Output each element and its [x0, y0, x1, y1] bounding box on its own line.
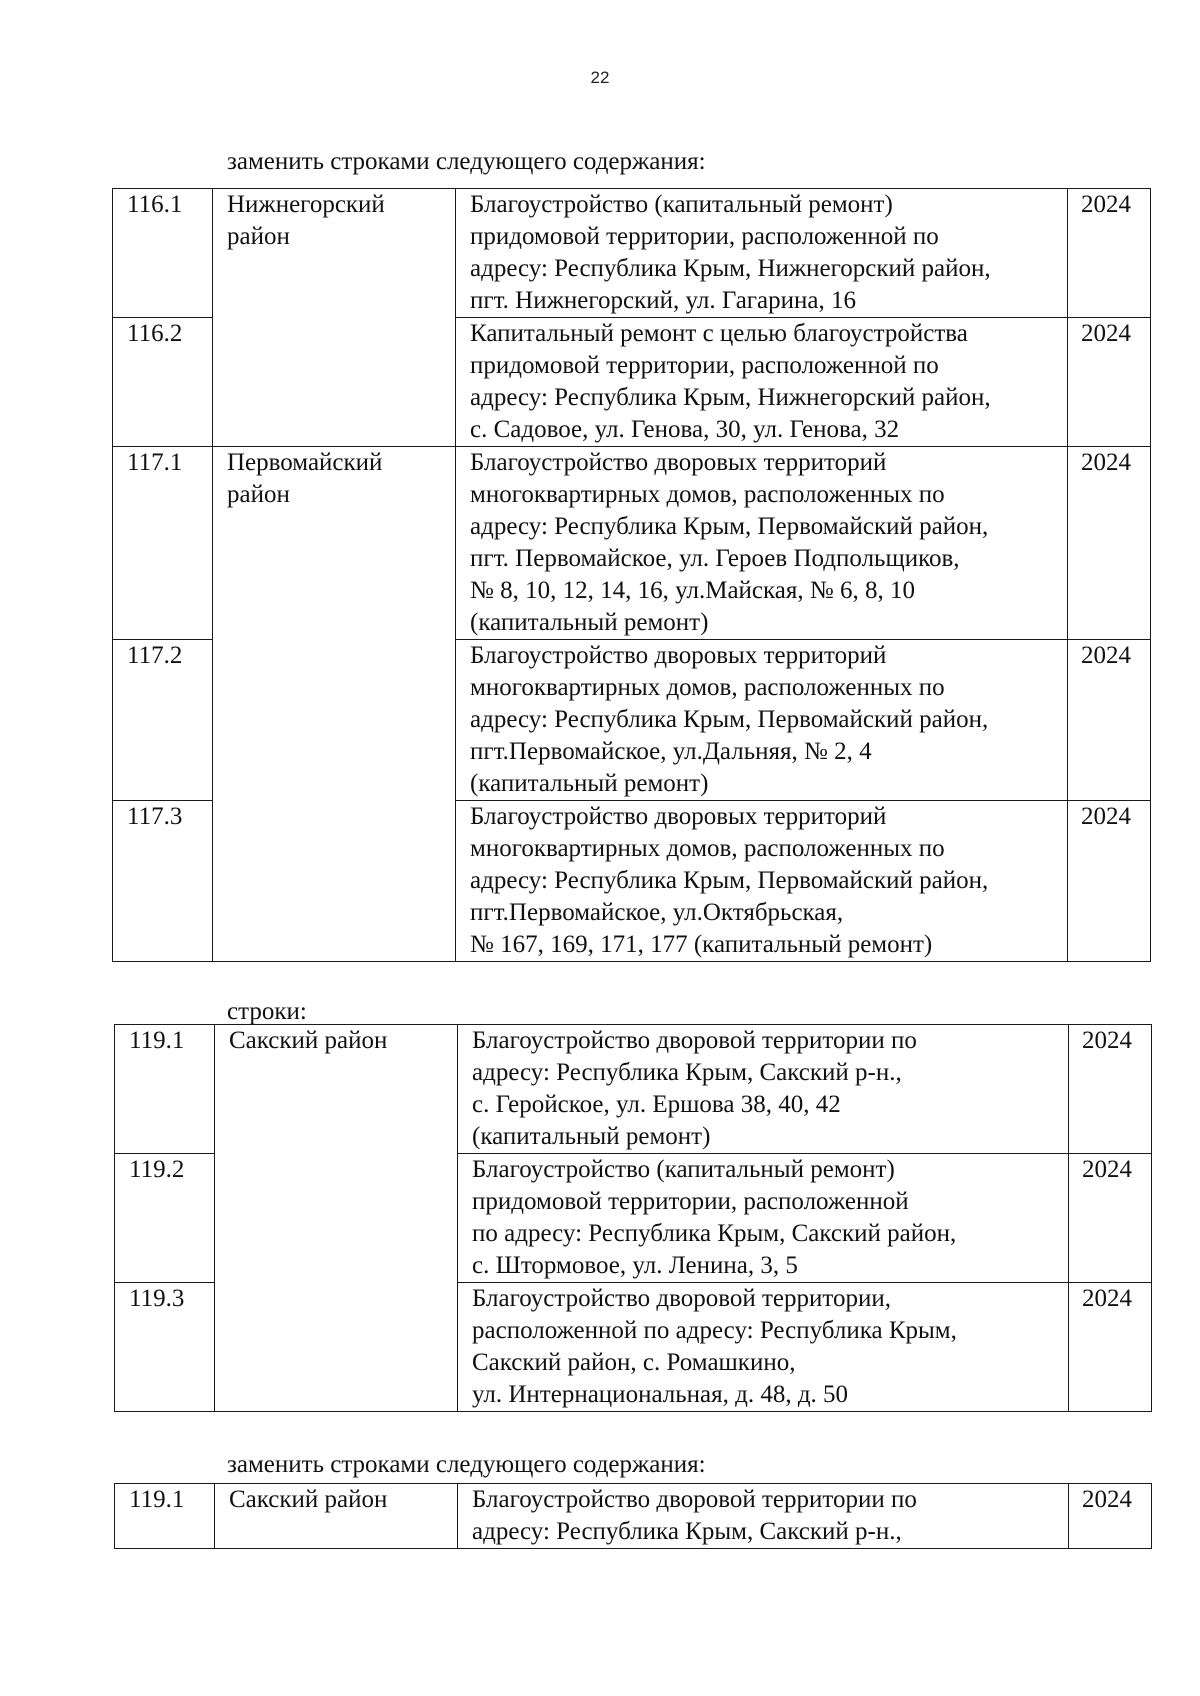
description-cell [456, 640, 1068, 801]
section-1-table [112, 188, 1151, 962]
description-cell [458, 1484, 1069, 1549]
description-line: пгт. Нижнегорский, ул. Гагарина, 16 [470, 287, 856, 314]
description-line: по адресу: Республика Крым, Сакский район, [472, 1220, 957, 1247]
description-line: многоквартирных домов, расположенных по [470, 481, 945, 508]
section-3-table [114, 1483, 1152, 1549]
year-cell: 2024 [1069, 1484, 1152, 1549]
description-cell [456, 318, 1068, 447]
district-line: Нижнегорский [227, 191, 385, 218]
description-cell [458, 1283, 1069, 1412]
year-cell: 2024 [1068, 801, 1151, 962]
row-number: 117.3 [113, 801, 213, 962]
district-cell [213, 447, 456, 640]
district-cell [215, 1154, 458, 1283]
description-line: адресу: Республика Крым, Нижнегорский район, [470, 255, 991, 282]
table-row [113, 189, 1151, 318]
description-line: адресу: Республика Крым, Сакский р-н., [472, 1059, 902, 1086]
description-cell [458, 1025, 1069, 1154]
description-line: Благоустройство дворовых территорий [470, 803, 887, 830]
description-line: (капитальный ремонт) [470, 609, 709, 636]
table-row [113, 318, 1151, 447]
description-line: № 167, 169, 171, 177 (капитальный ремонт) [470, 931, 933, 958]
description-line: Благоустройство дворовой территории, [472, 1285, 892, 1312]
district-line: Первомайский [227, 449, 383, 476]
district-cell [215, 1484, 458, 1549]
description-line: придомовой территории, расположенной по [470, 223, 939, 250]
description-line: пгт.Первомайское, ул.Октябрьская, [470, 899, 844, 926]
table-row [113, 640, 1151, 801]
year-cell: 2024 [1068, 189, 1151, 318]
year-cell: 2024 [1068, 318, 1151, 447]
district-cell [215, 1283, 458, 1412]
description-line: Капитальный ремонт с целью благоустройства [470, 320, 968, 347]
section-1-caption: заменить строками следующего содержания: [227, 148, 706, 175]
description-line: пгт. Первомайское, ул. Героев Подпольщиков, [470, 545, 960, 572]
year-cell: 2024 [1068, 640, 1151, 801]
description-line: № 8, 10, 12, 14, 16, ул.Майская, № 6, 8, 10 [470, 577, 915, 604]
description-line: многоквартирных домов, расположенных по [470, 835, 945, 862]
description-line: (капитальный ремонт) [472, 1123, 711, 1150]
district-line: район [227, 481, 290, 508]
row-number: 119.2 [115, 1154, 215, 1283]
row-number: 117.2 [113, 640, 213, 801]
district-cell [213, 318, 456, 447]
year-cell: 2024 [1069, 1283, 1152, 1412]
description-line: пгт.Первомайское, ул.Дальняя, № 2, 4 [470, 738, 872, 765]
year-cell: 2024 [1068, 447, 1151, 640]
table-row [115, 1484, 1152, 1549]
year-cell: 2024 [1069, 1154, 1152, 1283]
description-line: адресу: Республика Крым, Первомайский район, [470, 867, 989, 894]
description-line: с. Садовое, ул. Генова, 30, ул. Генова, 32 [470, 416, 900, 443]
description-line: Сакский район, с. Ромашкино, [472, 1349, 796, 1376]
description-line: расположенной по адресу: Республика Крым, [472, 1317, 957, 1344]
description-line: адресу: Республика Крым, Первомайский район, [470, 706, 989, 733]
district-line: Сакский район [229, 1027, 388, 1054]
description-line: придомовой территории, расположенной [472, 1188, 909, 1215]
description-line: адресу: Республика Крым, Нижнегорский район, [470, 384, 991, 411]
section-3-caption: заменить строками следующего содержания: [227, 1451, 706, 1478]
description-line: (капитальный ремонт) [470, 770, 709, 797]
description-line: адресу: Республика Крым, Первомайский район, [470, 513, 989, 540]
row-number: 119.1 [115, 1025, 215, 1154]
description-line: Благоустройство дворовых территорий [470, 449, 887, 476]
section-2-caption: строки: [227, 998, 307, 1025]
description-cell [458, 1154, 1069, 1283]
table-row [113, 801, 1151, 962]
description-line: Благоустройство (капитальный ремонт) [470, 191, 893, 218]
page-number: 22 [590, 68, 610, 87]
description-line: Благоустройство (капитальный ремонт) [472, 1156, 895, 1183]
description-line: многоквартирных домов, расположенных по [470, 674, 945, 701]
district-line: Сакский район [229, 1486, 388, 1513]
description-line: с. Геройское, ул. Ершова 38, 40, 42 [472, 1091, 841, 1118]
description-line: придомовой территории, расположенной по [470, 352, 939, 379]
district-cell [213, 189, 456, 318]
row-number: 116.2 [113, 318, 213, 447]
row-number: 119.1 [115, 1484, 215, 1549]
table-row [115, 1025, 1152, 1154]
district-cell [215, 1025, 458, 1154]
row-number: 119.3 [115, 1283, 215, 1412]
description-line: с. Штормовое, ул. Ленина, 3, 5 [472, 1252, 798, 1279]
district-line: район [227, 223, 290, 250]
section-2-table [114, 1024, 1152, 1412]
description-line: Благоустройство дворовой территории по [472, 1486, 917, 1513]
description-line: адресу: Республика Крым, Сакский р-н., [472, 1518, 902, 1545]
district-cell [213, 801, 456, 962]
table-row [115, 1283, 1152, 1412]
description-line: Благоустройство дворовой территории по [472, 1027, 917, 1054]
description-line: Благоустройство дворовых территорий [470, 642, 887, 669]
district-cell [213, 640, 456, 801]
table-row [113, 447, 1151, 640]
description-cell [456, 447, 1068, 640]
row-number: 117.1 [113, 447, 213, 640]
description-line: ул. Интернациональная, д. 48, д. 50 [472, 1381, 849, 1408]
description-cell [456, 189, 1068, 318]
description-cell [456, 801, 1068, 962]
year-cell: 2024 [1069, 1025, 1152, 1154]
table-row [115, 1154, 1152, 1283]
row-number: 116.1 [113, 189, 213, 318]
